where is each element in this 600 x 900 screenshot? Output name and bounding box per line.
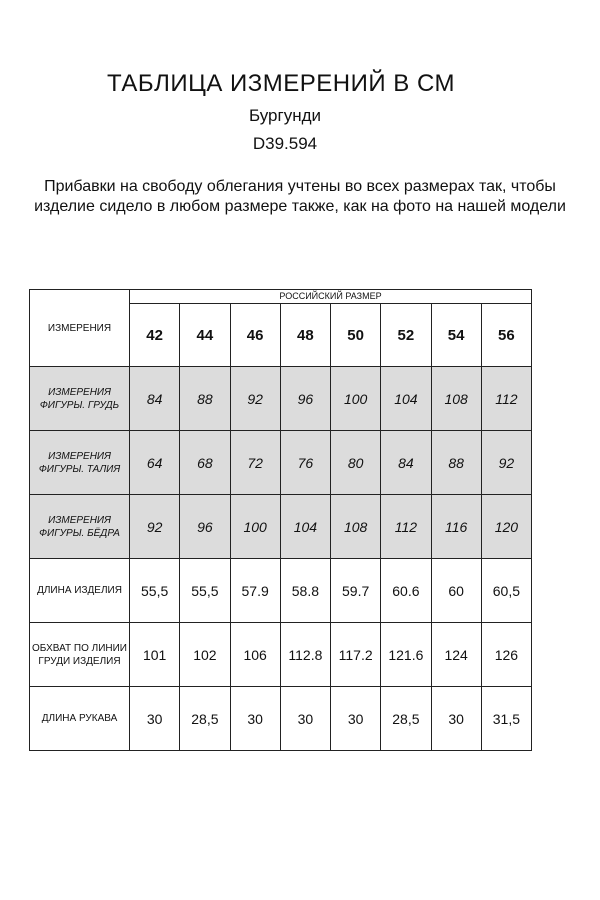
value-cell: 57.9 [230,559,280,623]
value-cell: 104 [381,367,431,431]
value-cell: 92 [481,431,531,495]
value-cell: 92 [230,367,280,431]
size-cell: 46 [230,304,280,367]
article-number: D39.594 [252,134,318,153]
table-row [30,495,532,559]
russian-size-header: РОССИЙСКИЙ РАЗМЕР [130,290,532,304]
value-cell: 108 [431,367,481,431]
row-label: ДЛИНА ИЗДЕЛИЯ [30,559,130,623]
corner-label: ИЗМЕРЕНИЯ [30,290,130,367]
row-label: ИЗМЕРЕНИЯ ФИГУРЫ. ТАЛИЯ [30,431,130,495]
size-cell: 50 [331,304,381,367]
page-title: ТАБЛИЦА ИЗМЕРЕНИЙ В СМ [106,70,456,97]
size-cell: 54 [431,304,481,367]
value-cell: 88 [180,367,230,431]
table-row [30,687,532,751]
value-cell: 120 [481,495,531,559]
size-cell: 44 [180,304,230,367]
size-cell: 56 [481,304,531,367]
value-cell: 116 [431,495,481,559]
value-cell: 100 [230,495,280,559]
value-cell: 30 [280,687,330,751]
size-cell: 48 [280,304,330,367]
fit-note: Прибавки на свободу облегания учтены во всех размерах так, чтобы изделие сидело в любом размере также, как на фото на нашей модели [34,178,566,215]
value-cell: 72 [230,431,280,495]
value-cell: 121.6 [381,623,431,687]
value-cell: 68 [180,431,230,495]
value-cell: 30 [130,687,180,751]
value-cell: 112 [381,495,431,559]
value-cell: 76 [280,431,330,495]
value-cell: 108 [331,495,381,559]
table-header-row [30,290,532,304]
row-label: ДЛИНА РУКАВА [30,687,130,751]
value-cell: 59.7 [331,559,381,623]
value-cell: 92 [130,495,180,559]
value-cell: 30 [230,687,280,751]
value-cell: 112.8 [280,623,330,687]
value-cell: 55,5 [130,559,180,623]
color-name: Бургунди [248,106,322,125]
table-row [30,367,532,431]
row-label: ИЗМЕРЕНИЯ ФИГУРЫ. ГРУДЬ [30,367,130,431]
row-label: ИЗМЕРЕНИЯ ФИГУРЫ. БЁДРА [30,495,130,559]
value-cell: 58.8 [280,559,330,623]
value-cell: 117.2 [331,623,381,687]
value-cell: 106 [230,623,280,687]
value-cell: 64 [130,431,180,495]
value-cell: 101 [130,623,180,687]
value-cell: 102 [180,623,230,687]
table-row [30,431,532,495]
size-table [29,289,532,751]
value-cell: 100 [331,367,381,431]
value-cell: 96 [280,367,330,431]
value-cell: 28,5 [381,687,431,751]
value-cell: 30 [331,687,381,751]
value-cell: 60 [431,559,481,623]
value-cell: 84 [381,431,431,495]
value-cell: 60.6 [381,559,431,623]
table-row [30,559,532,623]
value-cell: 84 [130,367,180,431]
value-cell: 30 [431,687,481,751]
size-cell: 42 [130,304,180,367]
value-cell: 28,5 [180,687,230,751]
size-cell: 52 [381,304,431,367]
value-cell: 88 [431,431,481,495]
value-cell: 60,5 [481,559,531,623]
table-row [30,623,532,687]
value-cell: 80 [331,431,381,495]
value-cell: 124 [431,623,481,687]
value-cell: 112 [481,367,531,431]
value-cell: 96 [180,495,230,559]
value-cell: 104 [280,495,330,559]
value-cell: 126 [481,623,531,687]
value-cell: 55,5 [180,559,230,623]
row-label: ОБХВАТ ПО ЛИНИИ ГРУДИ ИЗДЕЛИЯ [30,623,130,687]
value-cell: 31,5 [481,687,531,751]
